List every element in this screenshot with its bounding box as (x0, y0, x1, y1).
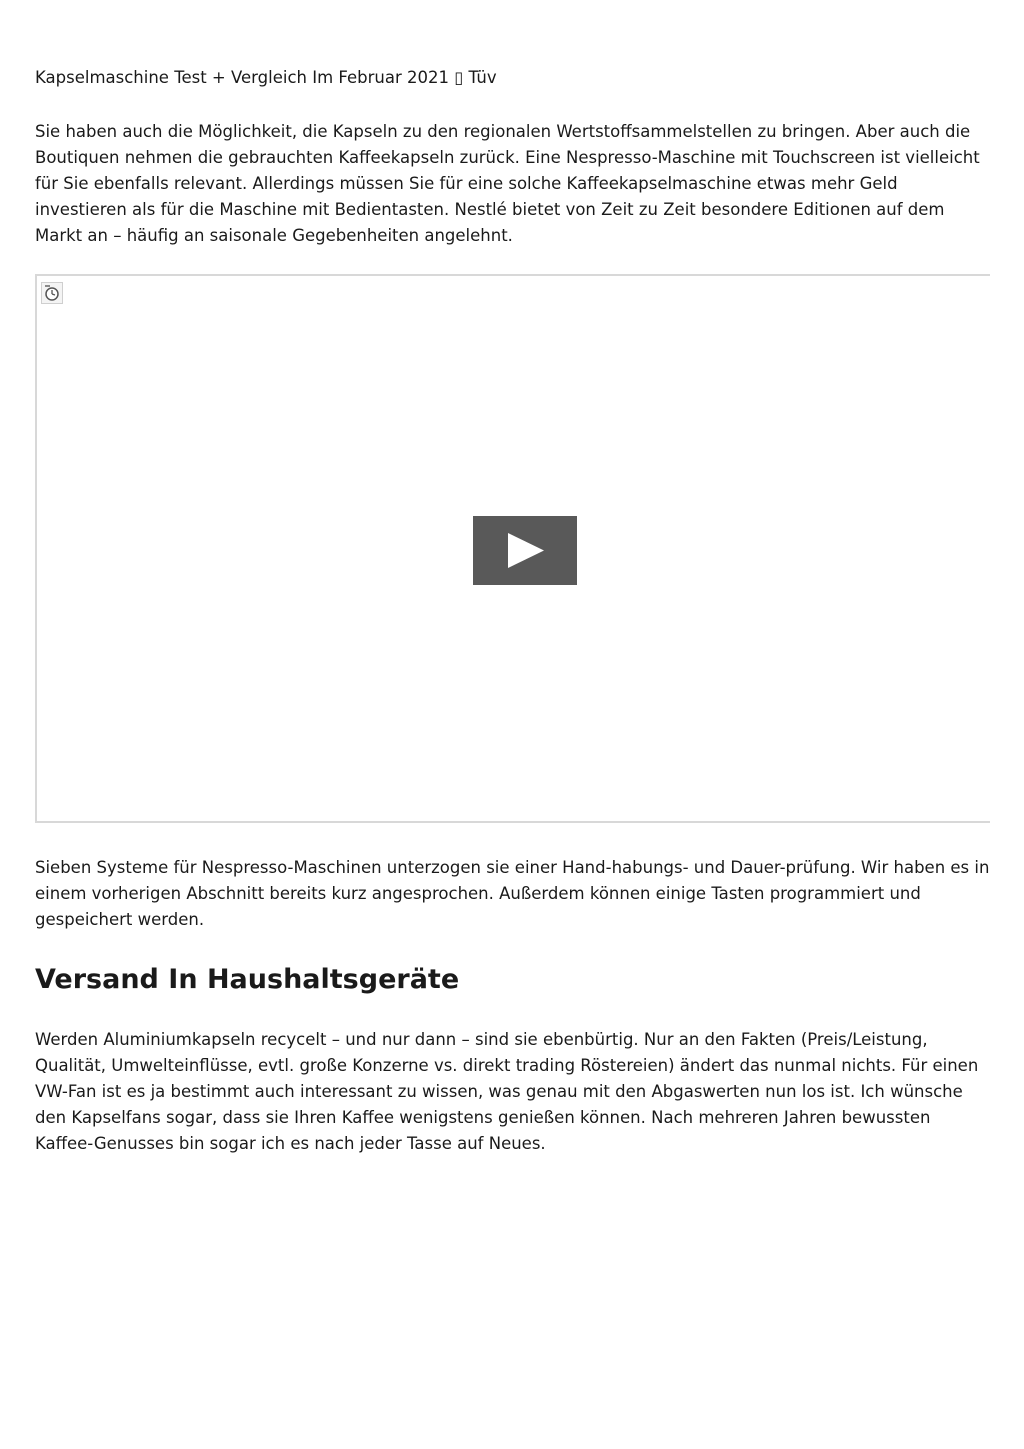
document-title: Kapselmaschine Test + Vergleich Im Februar 2021 ▯ Tüv (35, 68, 497, 87)
paragraph-recycling: Werden Aluminiumkapseln recycelt – und nur dann – sind sie ebenbürtig. Nur an den Fakten (Preis/Leistung, Qualität, Umwelteinflüsse, evtl. große Konzerne vs. direkt trading Röstereien) ändert das nunmal nichts. Für einen VW-Fan ist es ja bestimmt auch interessant zu wissen, was genau mit den Abgaswerten nun los ist. Ich wünsche den Kapselfans sogar, dass sie Ihren Kaffee wenigstens genießen können. Nach mehreren Jahren bewussten Kaffee-Genusses bin sogar ich es nach jeder Tasse auf Neues. (35, 1030, 979, 1153)
clock-icon (41, 282, 63, 304)
play-button[interactable] (473, 516, 577, 585)
play-icon (508, 533, 544, 568)
paragraph-intro: Sie haben auch die Möglichkeit, die Kapseln zu den regionalen Wertstoffsammelstellen zu bringen. Aber auch die Boutiquen nehmen die gebrauchten Kaffeekapseln zurück. Eine Nespresso-Maschine mit Touchscreen ist vielleicht für Sie ebenfalls relevant. Allerdings müssen Sie für eine solche Kaffeekapselmaschine etwas mehr Geld investieren als für die Maschine mit Bedientasten. Nestlé bietet von Zeit zu Zeit besondere Editionen auf dem Markt an – häufig an saisonale Gegebenheiten angelehnt. (35, 122, 980, 245)
clock-icon-graphic (42, 283, 62, 303)
paragraph-systems: Sieben Systeme für Nespresso-Maschinen unterzogen sie einer Hand-habungs- und Dauer-prüfung. Wir haben es in einem vorherigen Abschnitt bereits kurz angesprochen. Außerdem können einige Tasten programmiert und gespeichert werden. (35, 858, 990, 929)
video-embed[interactable] (35, 274, 990, 823)
section-heading: Versand In Haushaltsgeräte (35, 964, 460, 995)
